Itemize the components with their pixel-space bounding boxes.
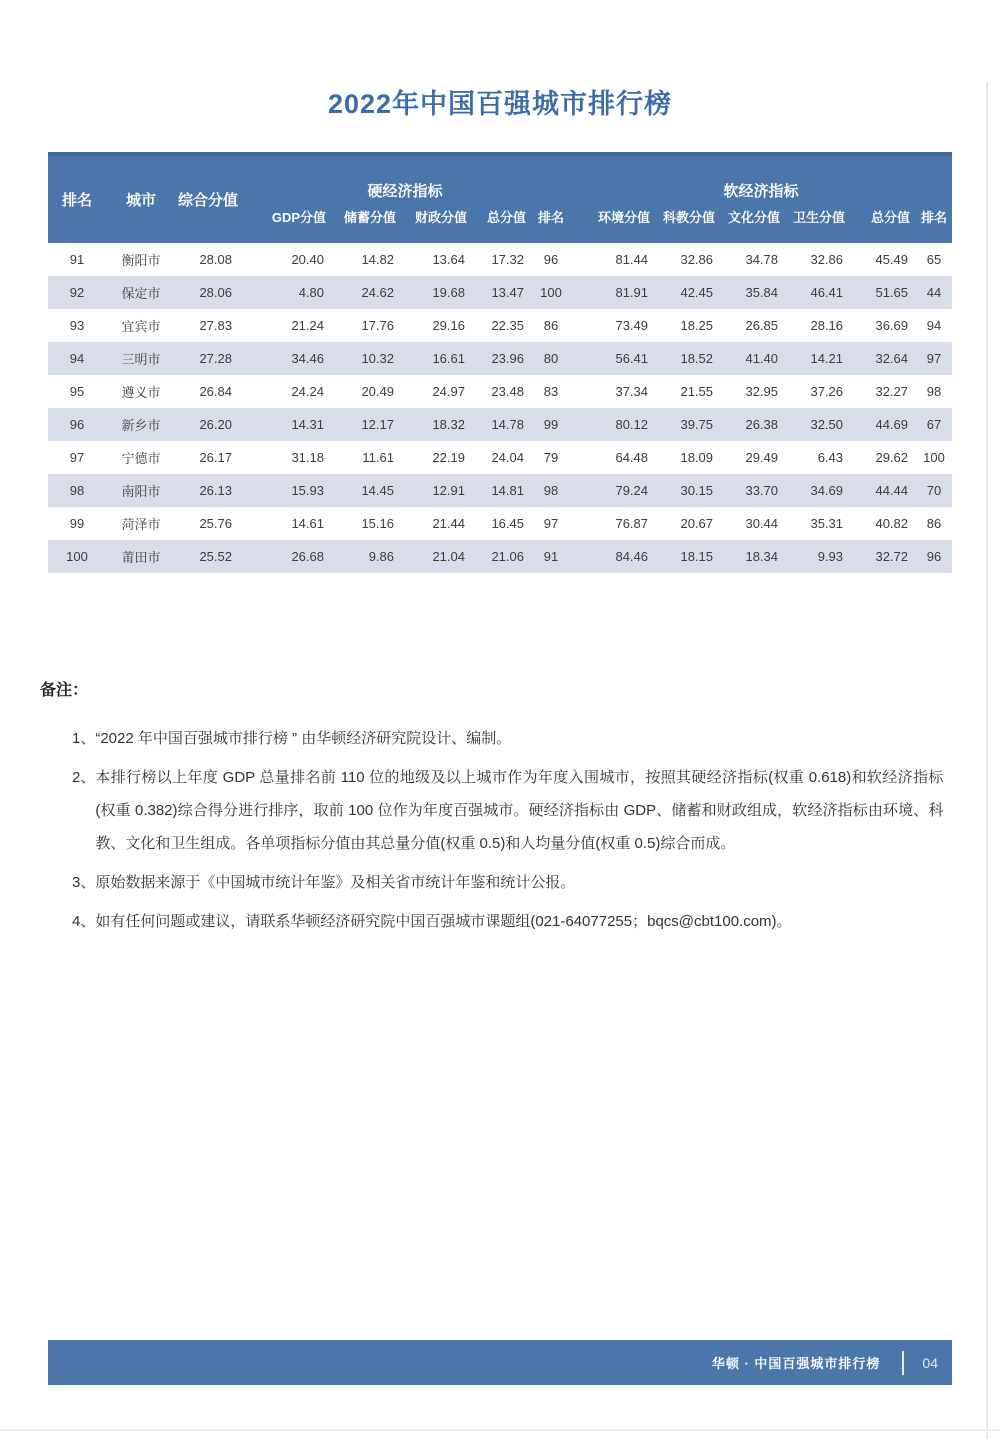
- cell-environment-score: 56.41: [570, 342, 656, 375]
- table-body: [48, 243, 952, 573]
- cell-hard-rank: 79: [543, 450, 559, 465]
- note-item-3: [40, 866, 952, 899]
- header-health-score: 卫生分值: [786, 203, 851, 243]
- cell-fiscal-score: 19.68: [402, 276, 473, 309]
- cell-hard-rank: 96: [543, 252, 559, 267]
- cell-hard-total-score: 23.96: [473, 342, 532, 375]
- cell-savings-score: 10.32: [332, 342, 402, 375]
- cell-savings-score: 14.82: [361, 252, 394, 267]
- header-soft-rank: 排名: [916, 203, 952, 243]
- table-row: [48, 540, 952, 573]
- cell-fiscal-score: 22.19: [432, 450, 465, 465]
- note-number: 1、: [72, 730, 96, 747]
- cell-culture-score: 29.49: [745, 450, 779, 465]
- cell-environment-score: 84.46: [570, 540, 656, 573]
- cell-hard-total-score: 22.35: [491, 318, 524, 333]
- cell-fiscal-score: 18.32: [402, 408, 473, 441]
- footer-brand: 华顿 · 中国百强城市排行榜: [711, 1356, 881, 1371]
- cell-city: 衡阳市: [121, 253, 161, 268]
- cell-soft-total-score: 40.82: [875, 516, 909, 531]
- cell-culture-score: 33.70: [721, 474, 786, 507]
- cell-savings-score: 24.62: [332, 276, 402, 309]
- cell-science-education-score: 42.45: [656, 276, 721, 309]
- cell-health-score: 46.41: [786, 276, 851, 309]
- header-fiscal-score: 财政分值: [402, 203, 473, 243]
- cell-composite-score: 27.28: [176, 342, 240, 375]
- cell-environment-score: 37.34: [615, 384, 649, 399]
- cell-gdp-score: 24.24: [291, 384, 324, 399]
- note-text: 本排行榜以上年度 GDP 总量排名前 110 位的地级及以上城市作为年度入围城市，按照其硬经济指标(权重 0.618)和软经济指标(权重 0.382)综合得分进行排序，取前 100 位作为年度百强城市。硬经济指标由 GDP、储蓄和财政组成，软经济指标由环境、科教、文化和卫生组成。各单项指标分值由其总量分值(权重 0.5)和人均量分值(权重 0.5)综合而成。: [95, 769, 944, 852]
- cell-soft-total-score: 44.44: [851, 474, 916, 507]
- note-text: 原始数据来源于《中国城市统计年鉴》及相关省市统计年鉴和统计公报。: [95, 874, 576, 891]
- table-row: [48, 276, 952, 309]
- cell-culture-score: 30.44: [745, 516, 779, 531]
- cell-hard-rank: 86: [543, 318, 559, 333]
- cell-culture-score: 32.95: [745, 384, 779, 399]
- cell-fiscal-score: 24.97: [432, 384, 465, 399]
- cell-composite-score: 28.08: [199, 252, 232, 267]
- cell-hard-rank: 98: [532, 474, 570, 507]
- cell-science-education-score: 39.75: [656, 408, 721, 441]
- cell-environment-score: 73.49: [615, 318, 649, 333]
- cell-hard-total-score: 24.04: [491, 450, 524, 465]
- cell-city: 菏泽市: [121, 517, 161, 532]
- header-science-education-score: 科教分值: [656, 203, 721, 243]
- cell-composite-score: 26.20: [176, 408, 240, 441]
- cell-science-education-score: 18.25: [680, 318, 714, 333]
- cell-city: 宜宾市: [121, 319, 161, 334]
- header-hard-total-score: 总分值: [473, 203, 532, 243]
- cell-savings-score: 12.17: [332, 408, 402, 441]
- cell-environment-score: 80.12: [570, 408, 656, 441]
- header-rank: 排名: [48, 154, 106, 243]
- note-number: 4、: [72, 913, 96, 930]
- cell-rank: 91: [69, 252, 85, 267]
- header-group-hard-economy: 硬经济指标: [240, 154, 570, 203]
- cell-hard-rank: 100: [532, 276, 570, 309]
- cell-science-education-score: 32.86: [680, 252, 714, 267]
- cell-hard-total-score: 14.78: [473, 408, 532, 441]
- cell-science-education-score: 30.15: [656, 474, 721, 507]
- cell-gdp-score: 20.40: [291, 252, 324, 267]
- cell-city: 三明市: [106, 342, 176, 375]
- cell-environment-score: 81.44: [615, 252, 649, 267]
- cell-rank: 95: [69, 384, 85, 399]
- header-hard-rank: 排名: [532, 203, 570, 243]
- note-item-2: [40, 761, 952, 860]
- cell-rank: 97: [69, 450, 85, 465]
- header-gdp-score: GDP分值: [240, 203, 332, 243]
- cell-hard-total-score: 17.32: [491, 252, 524, 267]
- cell-city: 宁德市: [121, 451, 161, 466]
- cell-rank: 100: [48, 540, 106, 573]
- cell-health-score: 6.43: [817, 450, 844, 465]
- cell-soft-rank: 67: [916, 408, 952, 441]
- cell-environment-score: 79.24: [570, 474, 656, 507]
- cell-fiscal-score: 12.91: [402, 474, 473, 507]
- cell-fiscal-score: 29.16: [432, 318, 465, 333]
- cell-health-score: 32.86: [810, 252, 844, 267]
- cell-savings-score: 11.61: [362, 450, 394, 465]
- cell-soft-total-score: 45.49: [875, 252, 909, 267]
- cell-gdp-score: 34.46: [240, 342, 332, 375]
- cell-savings-score: 17.76: [361, 318, 394, 333]
- cell-rank: 93: [69, 318, 85, 333]
- notes-section: [40, 677, 952, 938]
- cell-soft-total-score: 32.64: [851, 342, 916, 375]
- header-savings-score: 储蓄分值: [332, 203, 402, 243]
- table-row: [48, 474, 952, 507]
- cell-hard-rank: 99: [532, 408, 570, 441]
- table-row: [48, 342, 952, 375]
- cell-hard-total-score: 13.47: [473, 276, 532, 309]
- cell-science-education-score: 20.67: [680, 516, 714, 531]
- cell-hard-rank: 83: [543, 384, 559, 399]
- header-soft-total-score: 总分值: [851, 203, 916, 243]
- note-text: “2022 年中国百强城市排行榜 ” 由华顿经济研究院设计、编制。: [95, 730, 512, 747]
- note-item-1: [40, 722, 952, 755]
- cell-gdp-score: 4.80: [240, 276, 332, 309]
- table-row: [48, 408, 952, 441]
- cell-health-score: 34.69: [786, 474, 851, 507]
- notes-heading: 备注：: [40, 682, 89, 699]
- cell-city: 保定市: [106, 276, 176, 309]
- cell-science-education-score: 18.15: [656, 540, 721, 573]
- cell-city: 遵义市: [121, 385, 161, 400]
- cell-soft-rank: 86: [926, 516, 942, 531]
- cell-soft-total-score: 32.72: [851, 540, 916, 573]
- cell-city: 莆田市: [106, 540, 176, 573]
- cell-gdp-score: 21.24: [291, 318, 324, 333]
- cell-soft-rank: 65: [926, 252, 942, 267]
- header-culture-score: 文化分值: [721, 203, 786, 243]
- notes-list: [40, 722, 952, 938]
- cell-soft-rank: 94: [926, 318, 942, 333]
- cell-health-score: 9.93: [786, 540, 851, 573]
- cell-soft-rank: 44: [916, 276, 952, 309]
- cell-rank: 92: [48, 276, 106, 309]
- footer-bar: [48, 1340, 952, 1385]
- note-number: 3、: [72, 874, 96, 891]
- header-city: 城市: [106, 154, 176, 243]
- table-row: [48, 375, 952, 408]
- cell-environment-score: 81.91: [570, 276, 656, 309]
- cell-environment-score: 64.48: [615, 450, 649, 465]
- cell-savings-score: 14.45: [332, 474, 402, 507]
- cell-composite-score: 26.13: [176, 474, 240, 507]
- table-row: [48, 507, 952, 540]
- cell-city: 南阳市: [106, 474, 176, 507]
- table-row: [48, 309, 952, 342]
- cell-rank: 99: [69, 516, 85, 531]
- cell-health-score: 35.31: [810, 516, 844, 531]
- cell-composite-score: 25.76: [199, 516, 232, 531]
- cell-composite-score: 25.52: [176, 540, 240, 573]
- cell-soft-rank: 70: [916, 474, 952, 507]
- cell-soft-rank: 98: [926, 384, 942, 399]
- cell-savings-score: 20.49: [361, 384, 394, 399]
- cell-soft-rank: 97: [916, 342, 952, 375]
- cell-gdp-score: 14.31: [240, 408, 332, 441]
- cell-rank: 96: [48, 408, 106, 441]
- cell-city: 新乡市: [106, 408, 176, 441]
- cell-culture-score: 26.38: [721, 408, 786, 441]
- cell-hard-total-score: 16.45: [491, 516, 524, 531]
- page-title: 2022年中国百强城市排行榜: [327, 89, 673, 119]
- cell-gdp-score: 15.93: [240, 474, 332, 507]
- cell-savings-score: 9.86: [332, 540, 402, 573]
- cell-hard-rank: 97: [543, 516, 559, 531]
- cell-fiscal-score: 21.44: [432, 516, 465, 531]
- footer-page-number: 04: [922, 1354, 938, 1371]
- cell-soft-total-score: 29.62: [875, 450, 909, 465]
- cell-composite-score: 27.83: [199, 318, 232, 333]
- table-row: [48, 441, 952, 474]
- cell-rank: 94: [48, 342, 106, 375]
- page-edge-right: [986, 82, 988, 1439]
- cell-culture-score: 26.85: [745, 318, 779, 333]
- cell-fiscal-score: 16.61: [402, 342, 473, 375]
- cell-culture-score: 41.40: [721, 342, 786, 375]
- cell-hard-rank: 91: [532, 540, 570, 573]
- cell-culture-score: 35.84: [721, 276, 786, 309]
- header-environment-score: 环境分值: [570, 203, 656, 243]
- cell-soft-total-score: 51.65: [851, 276, 916, 309]
- cell-environment-score: 76.87: [615, 516, 649, 531]
- note-item-4: [40, 905, 952, 938]
- cell-health-score: 28.16: [810, 318, 844, 333]
- cell-hard-total-score: 21.06: [473, 540, 532, 573]
- note-text: 如有任何问题或建议，请联系华顿经济研究院中国百强城市课题组(021-64077255；bqcs@cbt100.com)。: [95, 913, 792, 930]
- header-composite-score: 综合分值: [176, 154, 240, 243]
- cell-gdp-score: 26.68: [240, 540, 332, 573]
- cell-hard-total-score: 23.48: [491, 384, 524, 399]
- cell-composite-score: 26.17: [199, 450, 232, 465]
- cell-soft-rank: 96: [916, 540, 952, 573]
- cell-culture-score: 34.78: [745, 252, 779, 267]
- header-group-soft-economy: 软经济指标: [570, 154, 952, 203]
- cell-culture-score: 18.34: [721, 540, 786, 573]
- cell-savings-score: 15.16: [361, 516, 394, 531]
- cell-composite-score: 28.06: [176, 276, 240, 309]
- cell-soft-total-score: 36.69: [875, 318, 909, 333]
- cell-science-education-score: 18.52: [656, 342, 721, 375]
- page-edge-bottom: [0, 1429, 1000, 1431]
- cell-hard-total-score: 14.81: [473, 474, 532, 507]
- footer-separator: [902, 1351, 904, 1375]
- cell-fiscal-score: 13.64: [432, 252, 465, 267]
- cell-gdp-score: 31.18: [291, 450, 324, 465]
- cell-soft-total-score: 44.69: [851, 408, 916, 441]
- note-number: 2、: [72, 769, 96, 786]
- cell-gdp-score: 14.61: [291, 516, 324, 531]
- ranking-table: [48, 152, 952, 573]
- cell-health-score: 37.26: [810, 384, 844, 399]
- cell-hard-rank: 80: [532, 342, 570, 375]
- cell-soft-rank: 100: [923, 450, 945, 465]
- table-row: [48, 243, 952, 276]
- table-header: [48, 154, 952, 243]
- cell-fiscal-score: 21.04: [402, 540, 473, 573]
- cell-composite-score: 26.84: [199, 384, 232, 399]
- cell-rank: 98: [48, 474, 106, 507]
- cell-soft-total-score: 32.27: [875, 384, 909, 399]
- cell-science-education-score: 18.09: [680, 450, 714, 465]
- cell-science-education-score: 21.55: [680, 384, 714, 399]
- cell-health-score: 14.21: [786, 342, 851, 375]
- cell-health-score: 32.50: [786, 408, 851, 441]
